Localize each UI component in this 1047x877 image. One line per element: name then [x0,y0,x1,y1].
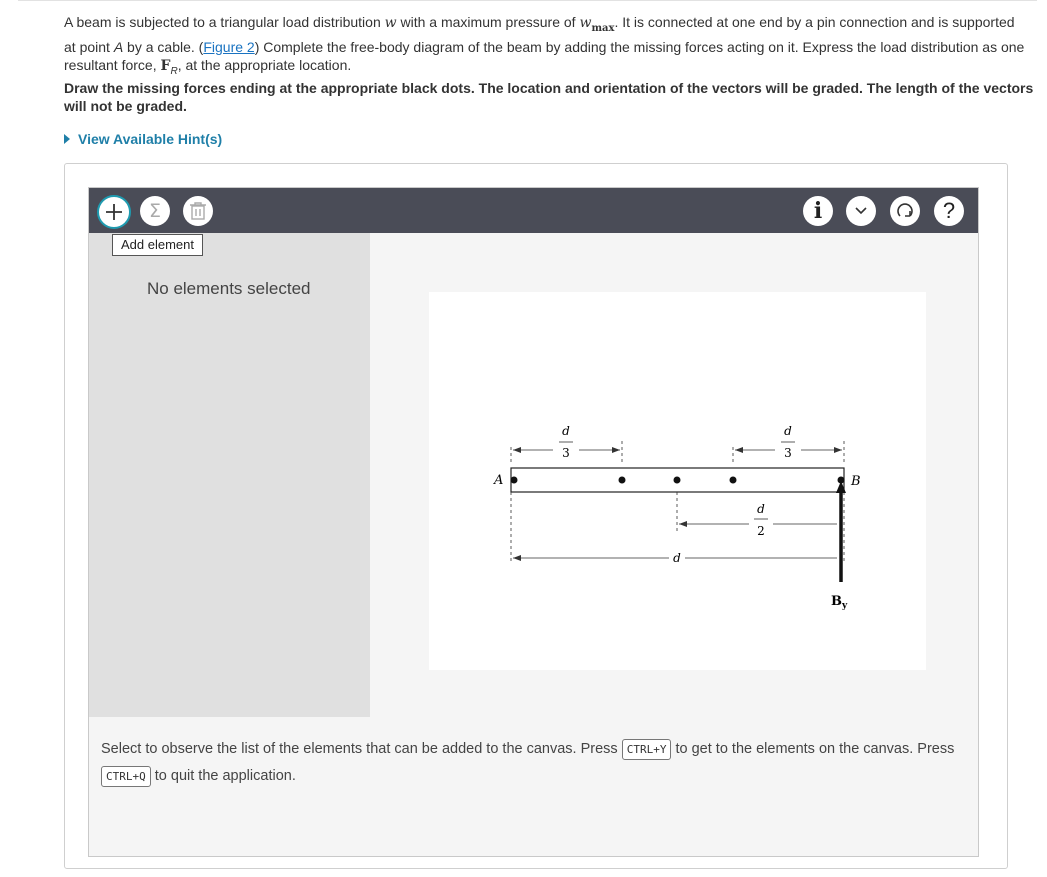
dim-label-2: 2 [757,524,765,538]
chevron-down-icon [854,206,868,216]
dim-arrowhead [679,521,687,527]
dropdown-button[interactable] [846,196,876,226]
sum-button[interactable] [140,196,170,226]
dim-label-3: 3 [562,446,570,460]
add-element-tooltip: Add element [112,234,203,256]
shortcut-ctrl-y: CTRL+Y [622,739,672,760]
attachment-dot[interactable] [730,477,737,484]
fbd-diagram [429,292,926,670]
sigma-icon: Σ [148,200,161,222]
force-By-label: $B_y$ [831,594,848,611]
caret-right-icon [64,134,70,144]
label-B: B [851,474,861,489]
help-button[interactable] [934,196,964,226]
info-icon: i [813,198,823,224]
attachment-dot[interactable] [674,477,681,484]
dim-label-3: 3 [784,446,792,460]
problem-statement: A beam is subjected to a triangular load distribution w with a maximum pressure of $w_{max}$. It is connected at one end by a pin connection and is supported at point A by a cable. (Figure 2) Complete the free-body diagram of the beam by adding the missing forces acting on it. Express the load distribution as one resultant force, $F_R$, at the appropriate location. [64,14,1025,77]
add-element-button[interactable] [97,195,131,229]
top-divider [18,0,1037,1]
dim-label-d: d [562,424,570,438]
plus-icon [104,202,124,222]
attachment-dot[interactable] [619,477,626,484]
dim-arrowhead [513,555,521,561]
figure-link[interactable]: Figure 2 [203,38,255,55]
attachment-dot[interactable] [511,477,518,484]
trash-icon [189,201,207,221]
fbd-application [88,187,979,857]
reset-button[interactable] [890,196,920,226]
toolbar [89,188,978,233]
help-icon: ? [942,198,956,223]
label-A: A [494,473,504,488]
dim-label-d: d [784,424,792,438]
status-instructions: Select to observe the list of the elements that can be added to the canvas. Press CTRL+Y to get to the elements on the canvas. Press CTRL+Q to quit the application. [101,736,971,790]
dim-label-d: d [673,551,681,565]
dim-label-d: d [757,502,765,516]
drawing-canvas[interactable] [429,292,926,670]
no-elements-selected: No elements selected [147,279,311,298]
dim-arrowhead [834,447,842,453]
view-hints-link[interactable]: View Available Hint(s) [64,131,222,147]
reset-icon [894,200,916,222]
dim-arrowhead [513,447,521,453]
dim-arrowhead [735,447,743,453]
dim-arrowhead [612,447,620,453]
shortcut-ctrl-q: CTRL+Q [101,766,151,787]
info-button[interactable] [803,196,833,226]
delete-button[interactable] [183,196,213,226]
element-side-panel [89,233,370,717]
instruction-text: Draw the missing forces ending at the appropriate black dots. The location and orientation of the vectors will be graded. The length of the vectors will not be graded. [64,80,1034,114]
